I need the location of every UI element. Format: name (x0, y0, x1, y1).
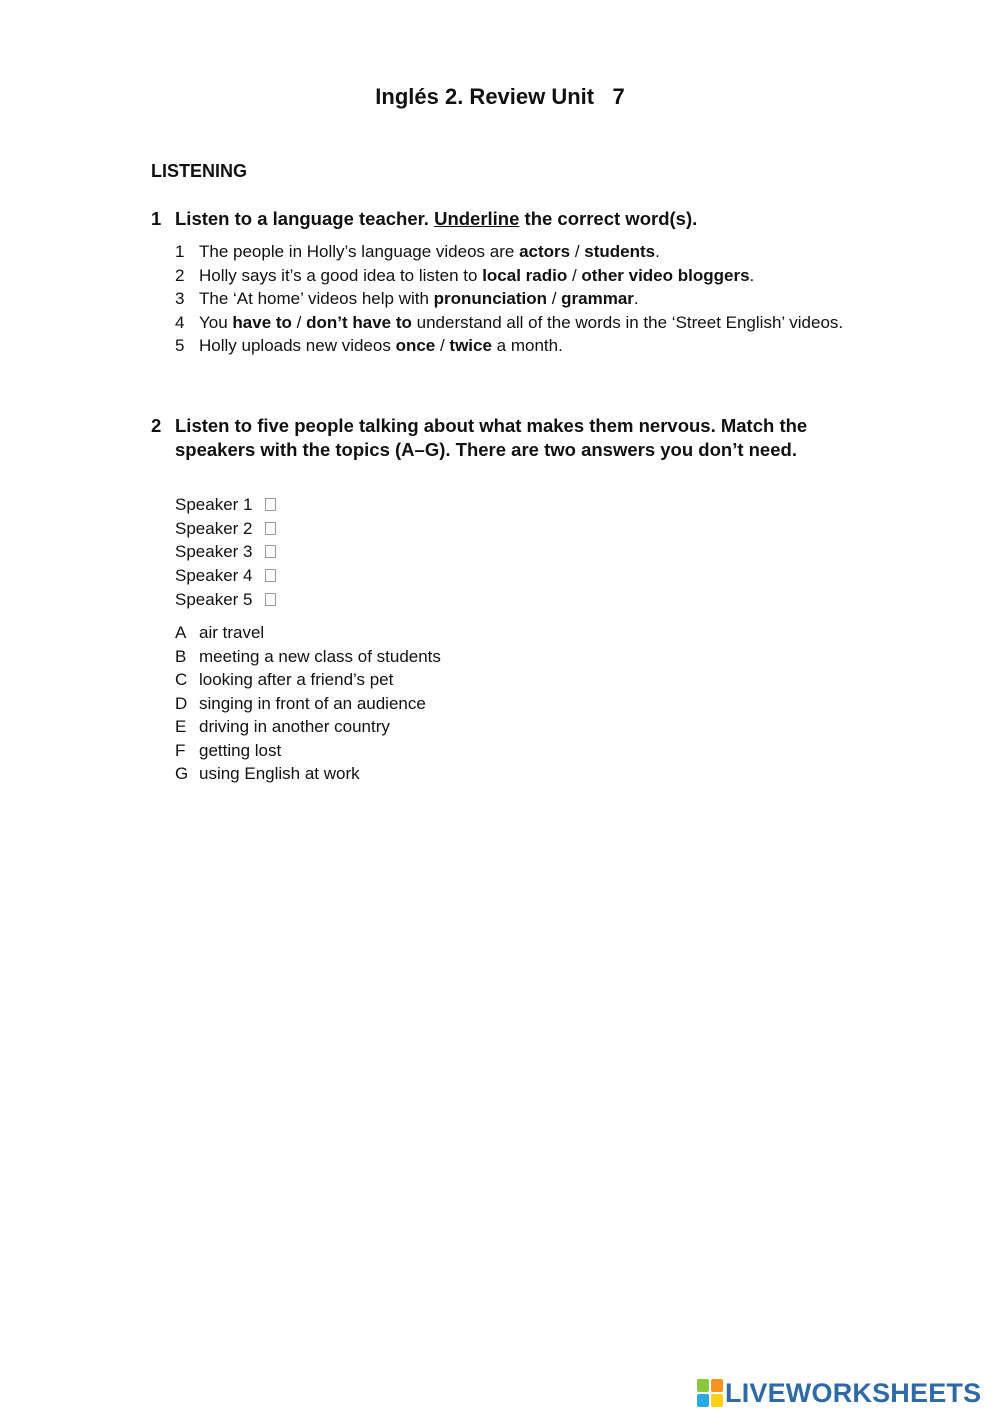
answer-option[interactable]: twice (449, 336, 492, 355)
answer-option[interactable]: local radio (482, 265, 568, 285)
liveworksheets-brand (697, 1378, 981, 1408)
item-number: 4 (175, 312, 185, 332)
topic-text: driving in another country (199, 717, 390, 736)
answer-option[interactable]: have to (232, 312, 292, 332)
speaker-row (175, 588, 276, 612)
topic-letter: D (175, 693, 188, 713)
page-title: Inglés 2. Review Unit 7 (375, 84, 625, 109)
item-text: You (199, 312, 233, 332)
item-text: / (435, 336, 450, 355)
topic-option (175, 621, 441, 645)
item-text: The people in Holly’s language videos are (199, 242, 520, 261)
question-instruction: Listen to five people talking about what makes them nervous. Match the speakers with the topics (A–G). There are two answers you don’t need. (175, 415, 808, 460)
topic-text: singing in front of an audience (199, 693, 426, 713)
question-number: 2 (151, 415, 162, 436)
topic-option (175, 645, 441, 669)
listening-item (175, 240, 855, 264)
answer-option[interactable]: don’t have to (306, 312, 412, 332)
topic-letter: A (175, 623, 187, 642)
item-text: / (570, 242, 585, 261)
item-text: / (567, 265, 582, 285)
topic-letter: C (175, 670, 188, 689)
topic-letter: B (175, 646, 187, 666)
topic-option (175, 692, 441, 716)
answer-box[interactable] (265, 522, 276, 535)
liveworksheets-logo-icon (697, 1379, 723, 1407)
topic-option (175, 668, 441, 692)
item-text: / (546, 289, 562, 308)
speaker-row (175, 517, 276, 541)
answer-option[interactable]: pronunciation (433, 289, 547, 308)
item-text: / (291, 312, 307, 332)
answer-option[interactable]: other video bloggers (581, 265, 750, 285)
item-text: Holly says it’s a good idea to listen to (199, 265, 483, 285)
topic-text: air travel (199, 623, 265, 642)
topic-option (175, 762, 441, 786)
item-text: . (749, 265, 755, 285)
topic-letter: E (175, 717, 187, 736)
speaker-label: Speaker 2 (175, 518, 253, 538)
answer-option[interactable]: grammar (561, 289, 634, 308)
item-number: 3 (175, 289, 185, 308)
item-text: . (633, 289, 639, 308)
answer-box[interactable] (265, 593, 276, 606)
answer-option[interactable]: actors (519, 242, 571, 261)
topic-text: meeting a new class of students (199, 646, 441, 666)
topic-option (175, 715, 441, 739)
speaker-label: Speaker 1 (175, 495, 253, 514)
topic-letter: G (175, 764, 189, 783)
answer-option[interactable]: students (584, 242, 656, 261)
listening-item (175, 334, 855, 358)
topic-option (175, 739, 441, 763)
question-instruction: Listen to a language teacher. Underline the correct word(s). (175, 208, 698, 229)
section-heading: LISTENING (151, 161, 248, 181)
speaker-label: Speaker 5 (175, 589, 253, 609)
item-text: a month. (491, 336, 563, 355)
listening-item (175, 264, 855, 288)
question-1-items (175, 240, 855, 358)
item-text: . (655, 242, 660, 261)
question-2 (151, 414, 851, 462)
topic-text: using English at work (199, 764, 360, 783)
answer-box[interactable] (265, 545, 276, 558)
answer-box[interactable] (265, 498, 276, 511)
answer-option[interactable]: once (395, 336, 436, 355)
topic-letter: F (175, 740, 186, 760)
topic-text: getting lost (199, 740, 282, 760)
item-number: 1 (175, 242, 185, 261)
liveworksheets-wordmark: LIVEWORKSHEETS (725, 1377, 982, 1408)
speaker-row (175, 493, 276, 517)
item-number: 5 (175, 336, 185, 355)
item-text: understand all of the words in the ‘Street English’ videos. (411, 312, 844, 332)
speaker-row (175, 540, 276, 564)
question-number: 1 (151, 208, 162, 229)
listening-item (175, 287, 855, 311)
speaker-label: Speaker 4 (175, 566, 253, 586)
topic-list (175, 621, 441, 786)
speaker-label: Speaker 3 (175, 542, 253, 562)
item-text: The ‘At home’ videos help with (199, 289, 434, 308)
item-number: 2 (175, 265, 185, 285)
question-1 (151, 207, 851, 231)
listening-item (175, 311, 855, 335)
topic-text: looking after a friend’s pet (199, 670, 394, 689)
speaker-list (175, 493, 276, 612)
speaker-row (175, 564, 276, 588)
item-text: Holly uploads new videos (199, 336, 396, 355)
answer-box[interactable] (265, 569, 276, 582)
